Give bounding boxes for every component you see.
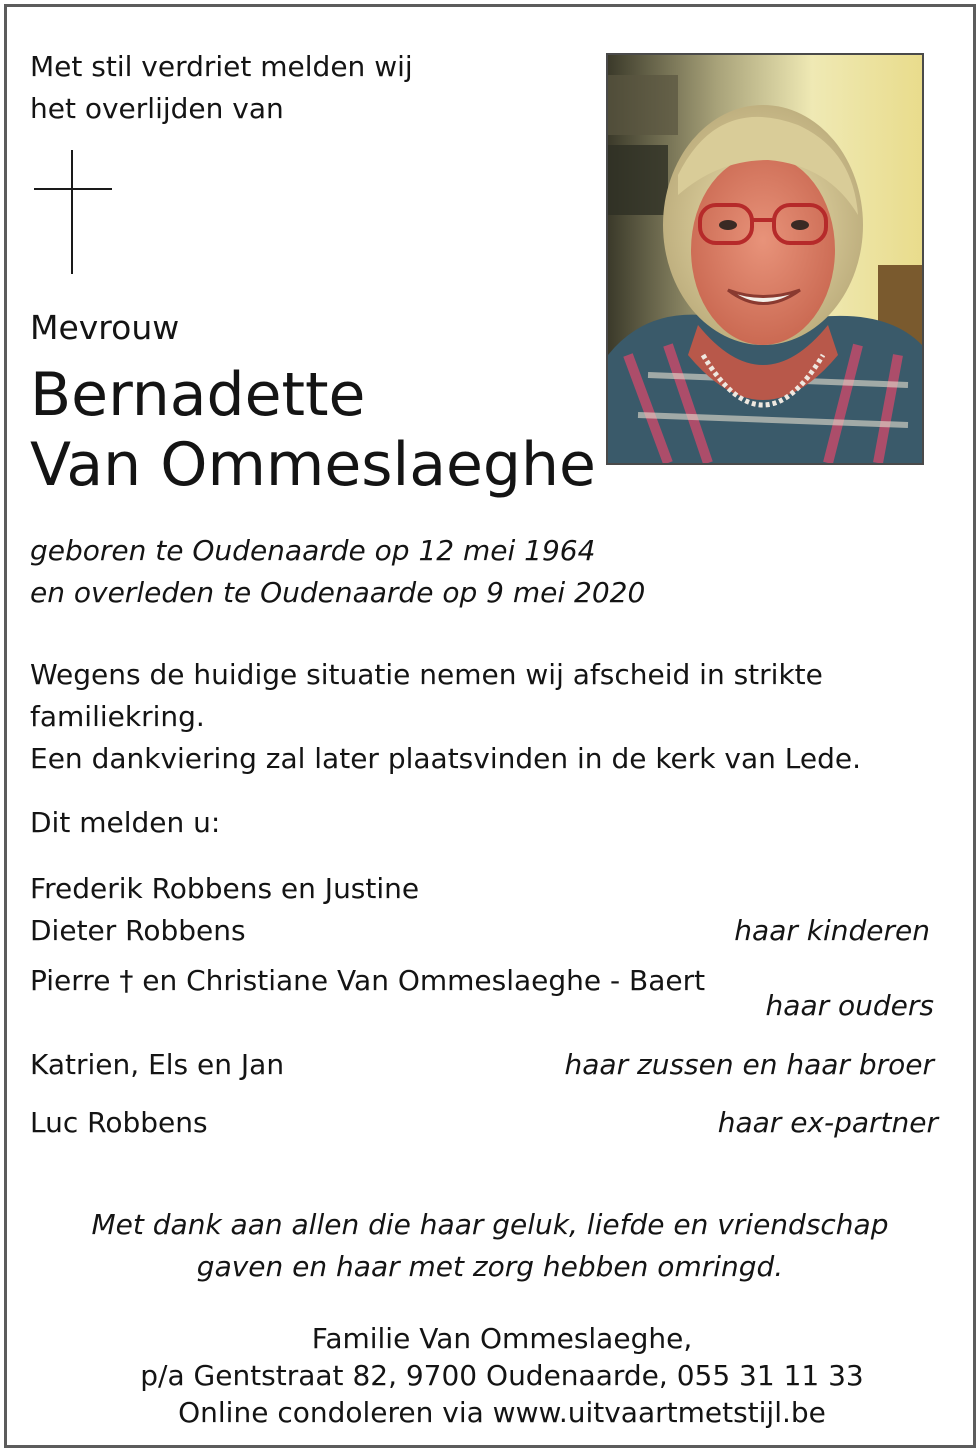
notice-line: Een dankviering zal later plaatsvinden in de kerk van Lede. [30,742,862,775]
cross-icon [71,150,73,274]
children-role: haar kinderen [734,914,930,947]
intro-line: het overlijden van [30,92,284,125]
intro-text [30,46,413,130]
first-name: Bernadette [30,360,366,430]
signature-address: p/a Gentstraat 82, 9700 Oudenaarde, 055 31 11 33 [140,1359,864,1392]
children-name-2: Dieter Robbens [30,914,246,947]
family-signature [0,1320,980,1431]
notice-line: Wegens de huidige situatie nemen wij afscheid in strikte [30,658,823,691]
notice-line: familiekring. [30,700,205,733]
thanks-line: Met dank aan allen die haar geluk, liefde en vriendschap [91,1208,889,1241]
signature-family: Familie Van Ommeslaeghe, [311,1322,693,1355]
expartner-role: haar ex-partner [717,1106,938,1139]
thanks-line: gaven en haar met zorg hebben omringd. [196,1250,784,1283]
siblings-name: Katrien, Els en Jan [30,1048,285,1081]
portrait-image [608,55,922,463]
last-name: Van Ommeslaeghe [30,430,596,500]
funeral-notice [30,654,861,780]
deceased-name [30,360,596,500]
children-name-1: Frederik Robbens en Justine [30,872,420,905]
parents-role: haar ouders [765,989,934,1022]
honorific: Mevrouw [30,308,180,347]
intro-line: Met stil verdriet melden wij [30,50,413,83]
parents-name: Pierre † en Christiane Van Ommeslaeghe - Baert [30,964,706,997]
life-dates [30,530,645,614]
portrait-photo [606,53,924,465]
signature-online: Online condoleren via www.uitvaartmetstijl.be [178,1396,826,1429]
birth-line: geboren te Oudenaarde op 12 mei 1964 [30,534,596,567]
thanks-text [0,1204,980,1288]
death-line: en overleden te Oudenaarde op 9 mei 2020 [30,576,646,609]
siblings-role: haar zussen en haar broer [564,1048,934,1081]
cross-icon-bar [34,188,112,190]
expartner-name: Luc Robbens [30,1106,208,1139]
announce-label: Dit melden u: [30,806,221,839]
